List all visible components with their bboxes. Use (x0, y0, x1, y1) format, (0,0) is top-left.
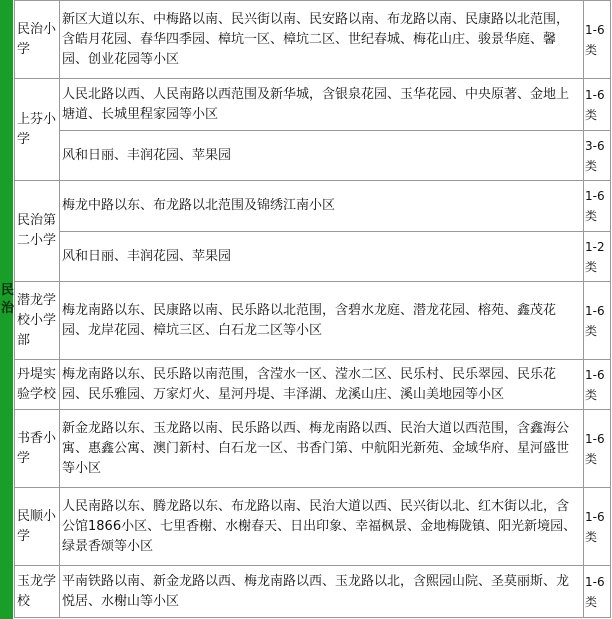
enrollment-range: 人民南路以东、腾龙路以东、布龙路以南、民治大道以西、民兴街以北、红木街以北，含公馆1866小区、七里香榭、水榭春天、日出印象、幸福枫景、金地梅陇镇、阳光新境园、绿景香颂等小区 (60, 488, 584, 566)
table-row (15, 282, 611, 360)
category-cell: 1-6类 (584, 410, 611, 488)
table-row (15, 79, 611, 131)
enrollment-range: 新区大道以东、中梅路以南、民兴街以南、民安路以南、布龙路以南、民康路以北范围，含皓月花园、春华四季园、樟坑一区、樟坑二区、世纪春城、梅花山庄、骏景华庭、馨园、创业花园等小区 (60, 1, 584, 79)
school-name: 上芬小学 (15, 79, 60, 181)
district-label: 民治 (1, 283, 15, 316)
table-row (15, 1, 611, 79)
table-row (15, 360, 611, 410)
school-name: 玉龙学校 (15, 566, 60, 618)
category-cell: 1-6类 (584, 488, 611, 566)
enrollment-range: 梅龙中路以东、布龙路以北范围及锦绣江南小区 (60, 181, 584, 232)
school-name: 书香小学 (15, 410, 60, 488)
table-row (15, 232, 611, 282)
table-row (15, 488, 611, 566)
category-cell: 1-6类 (584, 1, 611, 79)
table-row (15, 410, 611, 488)
school-name: 丹堤实验学校 (15, 360, 60, 410)
table-row (15, 566, 611, 618)
school-name: 民治小学 (15, 1, 60, 79)
category-cell: 1-6类 (584, 181, 611, 232)
enrollment-range: 新金龙路以东、玉龙路以南、民乐路以西、梅龙南路以西、民治大道以西范围，含鑫海公寓、惠鑫公寓、澳门新村、白石龙一区、书香门第、中航阳光新苑、金域华府、星河盛世等小区 (60, 410, 584, 488)
category-cell: 1-6类 (584, 79, 611, 131)
enrollment-range: 风和日丽、丰润花园、苹果园 (60, 131, 584, 181)
school-name: 潜龙学校小学部 (15, 282, 60, 360)
table-row (15, 131, 611, 181)
school-name: 民治第二小学 (15, 181, 60, 282)
category-cell: 1-6类 (584, 282, 611, 360)
enrollment-range: 梅龙南路以东、民康路以南、民乐路以北范围，含碧水龙庭、潜龙花园、榕苑、鑫茂花园、龙岸花园、樟坑三区、白石龙二区等小区 (60, 282, 584, 360)
enrollment-range: 梅龙南路以东、民乐路以南范围，含滢水一区、滢水二区、民乐村、民乐翠园、民乐花园、民乐雅园、万家灯火、星河丹堤、丰泽湖、龙溪山庄、溪山美地园等小区 (60, 360, 584, 410)
enrollment-range: 平南铁路以南、新金龙路以西、梅龙南路以西、玉龙路以北，含熙园山院、圣莫丽斯、龙悦居、水榭山等小区 (60, 566, 584, 618)
category-cell: 1-6类 (584, 360, 611, 410)
school-name: 民顺小学 (15, 488, 60, 566)
table-row (15, 181, 611, 232)
enrollment-range: 风和日丽、丰润花园、苹果园 (60, 232, 584, 282)
admission-table (14, 0, 611, 618)
category-cell: 1-2类 (584, 232, 611, 282)
enrollment-range: 人民北路以西、人民南路以西范围及新华城，含银泉花园、玉华花园、中央原著、金地上塘道、长城里程家园等小区 (60, 79, 584, 131)
category-cell: 3-6类 (584, 131, 611, 181)
category-cell: 1-6类 (584, 566, 611, 618)
